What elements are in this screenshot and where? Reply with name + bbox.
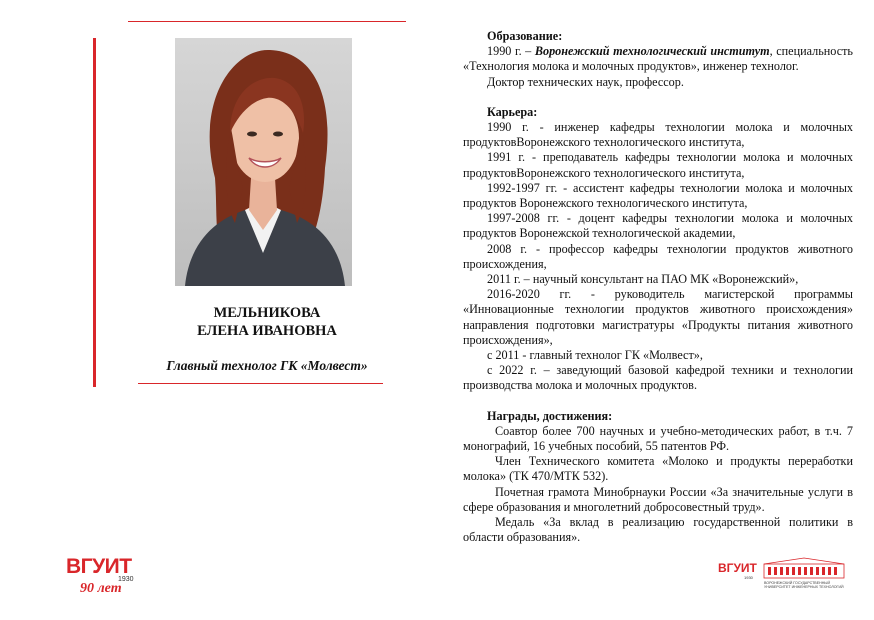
logo-brand: ВГУИТ [66, 555, 132, 578]
vguit-90-years-logo [66, 555, 146, 600]
biography [463, 29, 853, 546]
career-item: с 2022 г. – заведующий базовой кафедрой техники и технологии производства молока и молочных продуктов. [463, 363, 853, 393]
education-details: , специальность «Технология молока и молочных продуктов», инженер технолог. [463, 44, 853, 74]
award-item: Медаль «За вклад в реализацию государственной политики в области образования». [463, 515, 853, 545]
university-building-icon [762, 556, 846, 580]
career-item: 2016-2020 гг. - руководитель магистерской программы «Инновационные технологии продуктов животного происхождения» направления подготовки магистратуры «Продукты питания животного происхождения», [463, 287, 853, 347]
career-item: 1997-2008 гг. - доцент кафедры технологии молока и молочных продуктов Воронежской технологической академии, [463, 211, 853, 241]
award-item: Член Технического комитета «Молоко и продукты переработки молока» (ТК 470/МТК 532). [463, 454, 853, 484]
bottom-red-rule [138, 383, 383, 384]
education-entry [463, 44, 853, 74]
career-item: 1990 г. - инженер кафедры технологии молока и молочных продуктовВоронежского технологического института, [463, 120, 853, 150]
logo-year: 1930 [118, 576, 134, 583]
career-item: 2011 г. – научный консультант на ПАО МК «Воронежский», [487, 272, 799, 287]
award-item: Почетная грамота Минобрнауки России «За значительные услуги в сфере образования и многолетний добросовестный труд». [463, 484, 853, 514]
top-red-rule [128, 21, 406, 22]
person-given-names: ЕЛЕНА ИВАНОВНА [197, 323, 337, 339]
logo-brand: ВГУИТ [718, 561, 757, 575]
career-item: 1991 г. - преподаватель кафедры технологии молока и молочных продуктовВоронежского технологического института, [463, 150, 853, 180]
career-item: 2008 г. - профессор кафедры технологии продуктов животного происхождения, [463, 241, 853, 271]
education-degree: Доктор технических наук, профессор. [487, 74, 684, 89]
left-red-rule [93, 38, 96, 387]
awards-heading: Награды, достижения: [487, 408, 613, 423]
portrait-photo [175, 38, 352, 286]
person-surname: МЕЛЬНИКОВА [213, 305, 321, 321]
career-item: 1992-1997 гг. - ассистент кафедры технологии молока и молочных продуктов Воронежского технологического института, [463, 180, 853, 211]
career-item: с 2011 - главный технолог ГК «Молвест», [487, 348, 703, 363]
education-institution: Воронежский технологический институт [534, 44, 770, 59]
person-position: Главный технолог ГК «Молвест» [166, 358, 368, 373]
person-name [128, 304, 406, 340]
education-year: 1990 г. – [487, 44, 535, 59]
university-logo [718, 556, 850, 600]
university-name: ВОРОНЕЖСКИЙ ГОСУДАРСТВЕННЫЙ УНИВЕРСИТЕТ ИНЖЕНЕРНЫХ ТЕХНОЛОГИЙ [764, 581, 844, 590]
award-item: Соавтор более 700 научных и учебно-методических работ, в т.ч. 7 монографий, 16 учебных пособий, 55 патентов РФ. [463, 423, 853, 454]
logo-year: 1930 [744, 575, 753, 580]
career-heading: Карьера: [487, 104, 538, 119]
education-heading: Образование: [487, 29, 563, 43]
logo-anniversary: 90 лет [80, 581, 122, 596]
